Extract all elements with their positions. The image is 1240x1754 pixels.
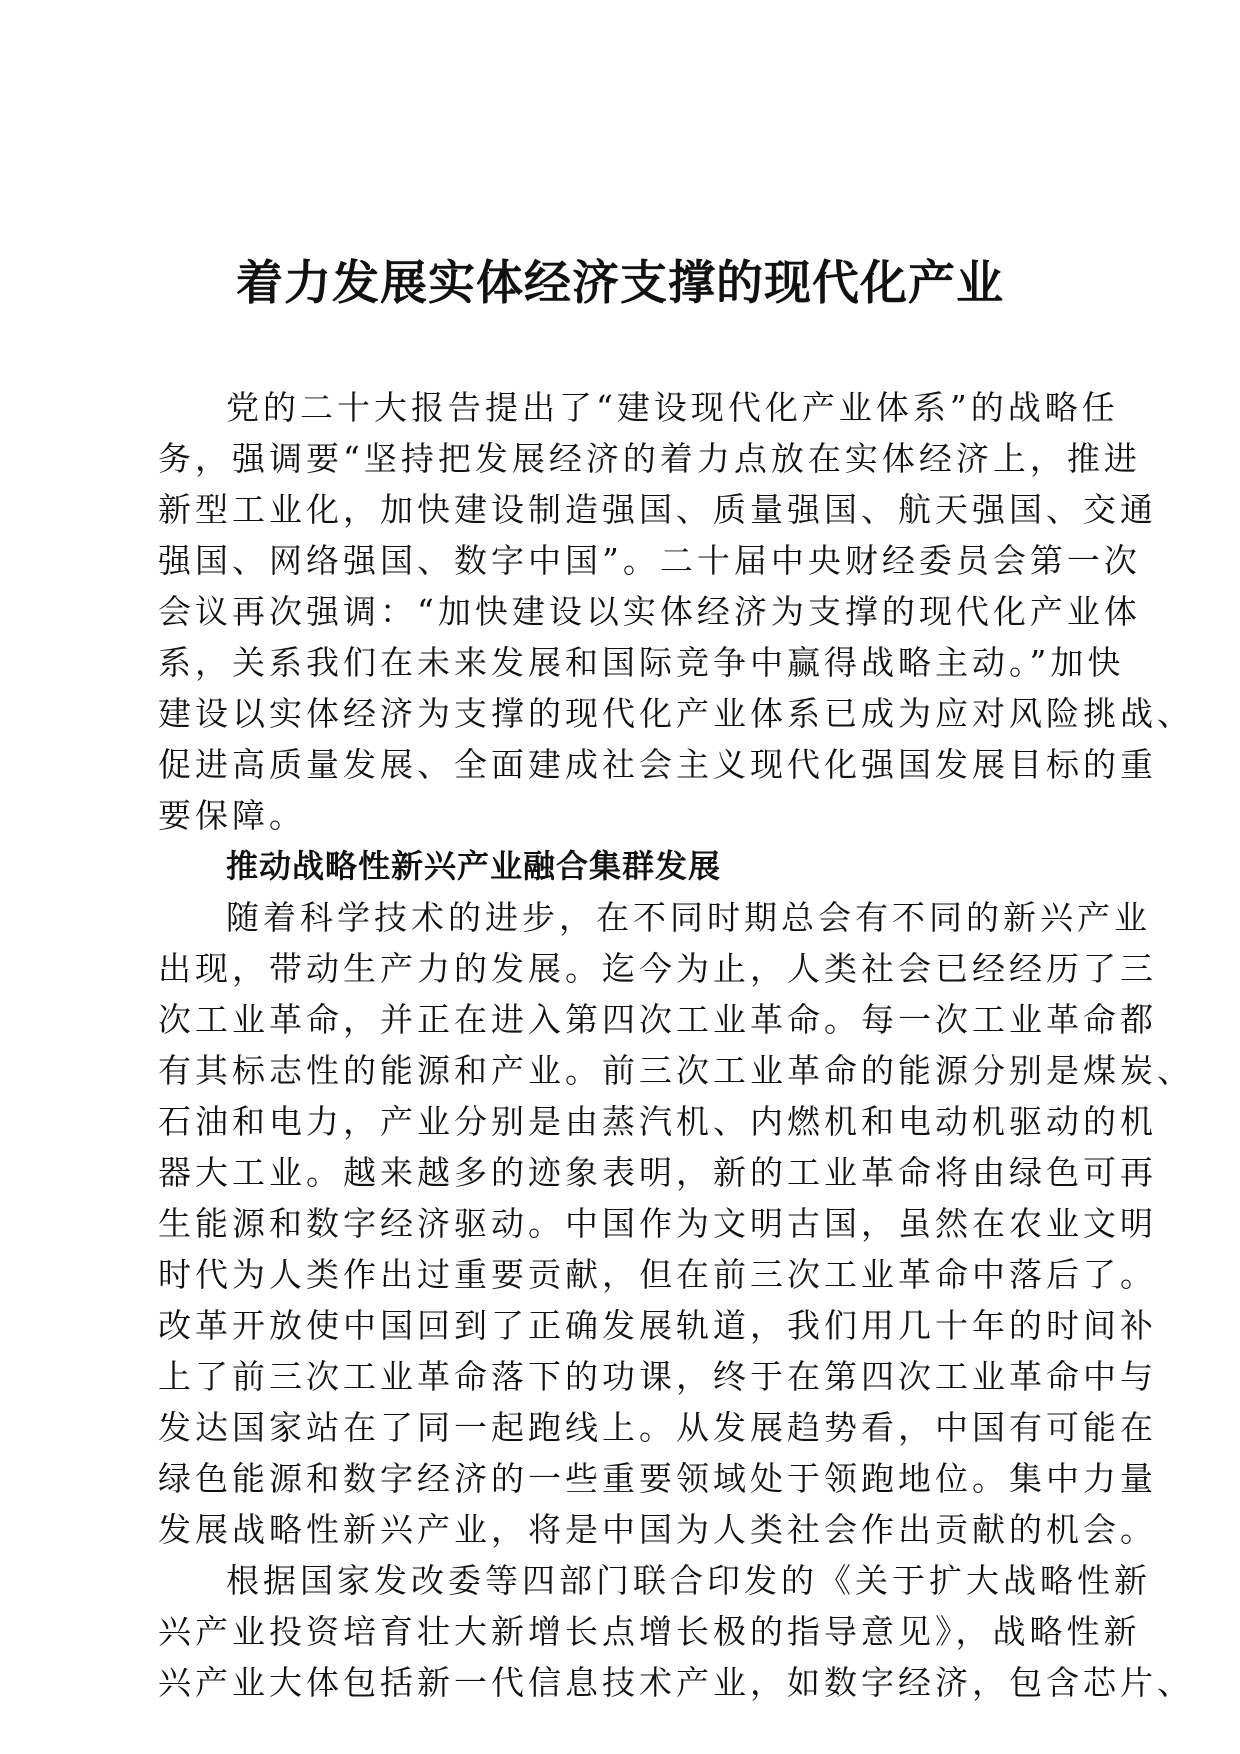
body-line: 兴产业投资培育壮大新增长点增长极的指导意见》，战略性新 — [158, 1612, 1141, 1651]
body-line: 有其标志性的能源和产业。前三次工业革命的能源分别是煤炭、 — [158, 1051, 1194, 1090]
document-body — [158, 382, 1194, 1708]
body-line: 器大工业。越来越多的迹象表明，新的工业革命将由绿色可再 — [158, 1153, 1157, 1192]
body-line: 改革开放使中国回到了正确发展轨道，我们用几十年的时间补 — [158, 1306, 1157, 1345]
body-line: 次工业革命，并正在进入第四次工业革命。每一次工业革命都 — [158, 1000, 1157, 1039]
body-line: 发达国家站在了同一起跑线上。从发展趋势看，中国有可能在 — [158, 1408, 1157, 1447]
body-line: 发展战略性新兴产业，将是中国为人类社会作出贡献的机会。 — [158, 1510, 1157, 1549]
body-line: 出现，带动生产力的发展。迄今为止，人类社会已经经历了三 — [158, 949, 1157, 988]
body-line: 会议再次强调：“加快建设以实体经济为支撑的现代化产业体 — [158, 592, 1141, 631]
body-line: 生能源和数字经济驱动。中国作为文明古国，虽然在农业文明 — [158, 1204, 1157, 1243]
body-line: 建设以实体经济为支撑的现代化产业体系已成为应对风险挑战、 — [158, 694, 1194, 733]
body-line: 石油和电力，产业分别是由蒸汽机、内燃机和电动机驱动的机 — [158, 1102, 1157, 1141]
body-line: 系，关系我们在未来发展和国际竞争中赢得战略主动。”加快 — [158, 643, 1125, 682]
body-line: 要保障。 — [158, 796, 306, 835]
body-line: 新型工业化，加快建设制造强国、质量强国、航天强国、交通 — [158, 490, 1157, 529]
body-line: 随着科学技术的进步，在不同时期总会有不同的新兴产业 — [226, 898, 1151, 937]
body-line: 兴产业大体包括新一代信息技术产业，如数字经济，包含芯片、 — [158, 1663, 1194, 1702]
body-line: 根据国家发改委等四部门联合印发的《关于扩大战略性新 — [226, 1561, 1151, 1600]
body-line: 强国、网络强国、数字中国”。二十届中央财经委员会第一次 — [158, 541, 1141, 580]
body-line: 时代为人类作出过重要贡献，但在前三次工业革命中落后了。 — [158, 1255, 1157, 1294]
body-line: 党的二十大报告提出了“建设现代化产业体系”的战略任 — [226, 388, 1119, 427]
section-heading: 推动战略性新兴产业融合集群发展 — [226, 847, 722, 885]
body-line: 促进高质量发展、全面建成社会主义现代化强国发展目标的重 — [158, 745, 1157, 784]
body-line: 上了前三次工业革命落下的功课，终于在第四次工业革命中与 — [158, 1357, 1157, 1396]
body-line: 务，强调要“坚持把发展经济的着力点放在实体经济上，推进 — [158, 439, 1141, 478]
body-line: 绿色能源和数字经济的一些重要领域处于领跑地位。集中力量 — [158, 1459, 1157, 1498]
document-title: 着力发展实体经济支撑的现代化产业 — [236, 256, 1004, 311]
